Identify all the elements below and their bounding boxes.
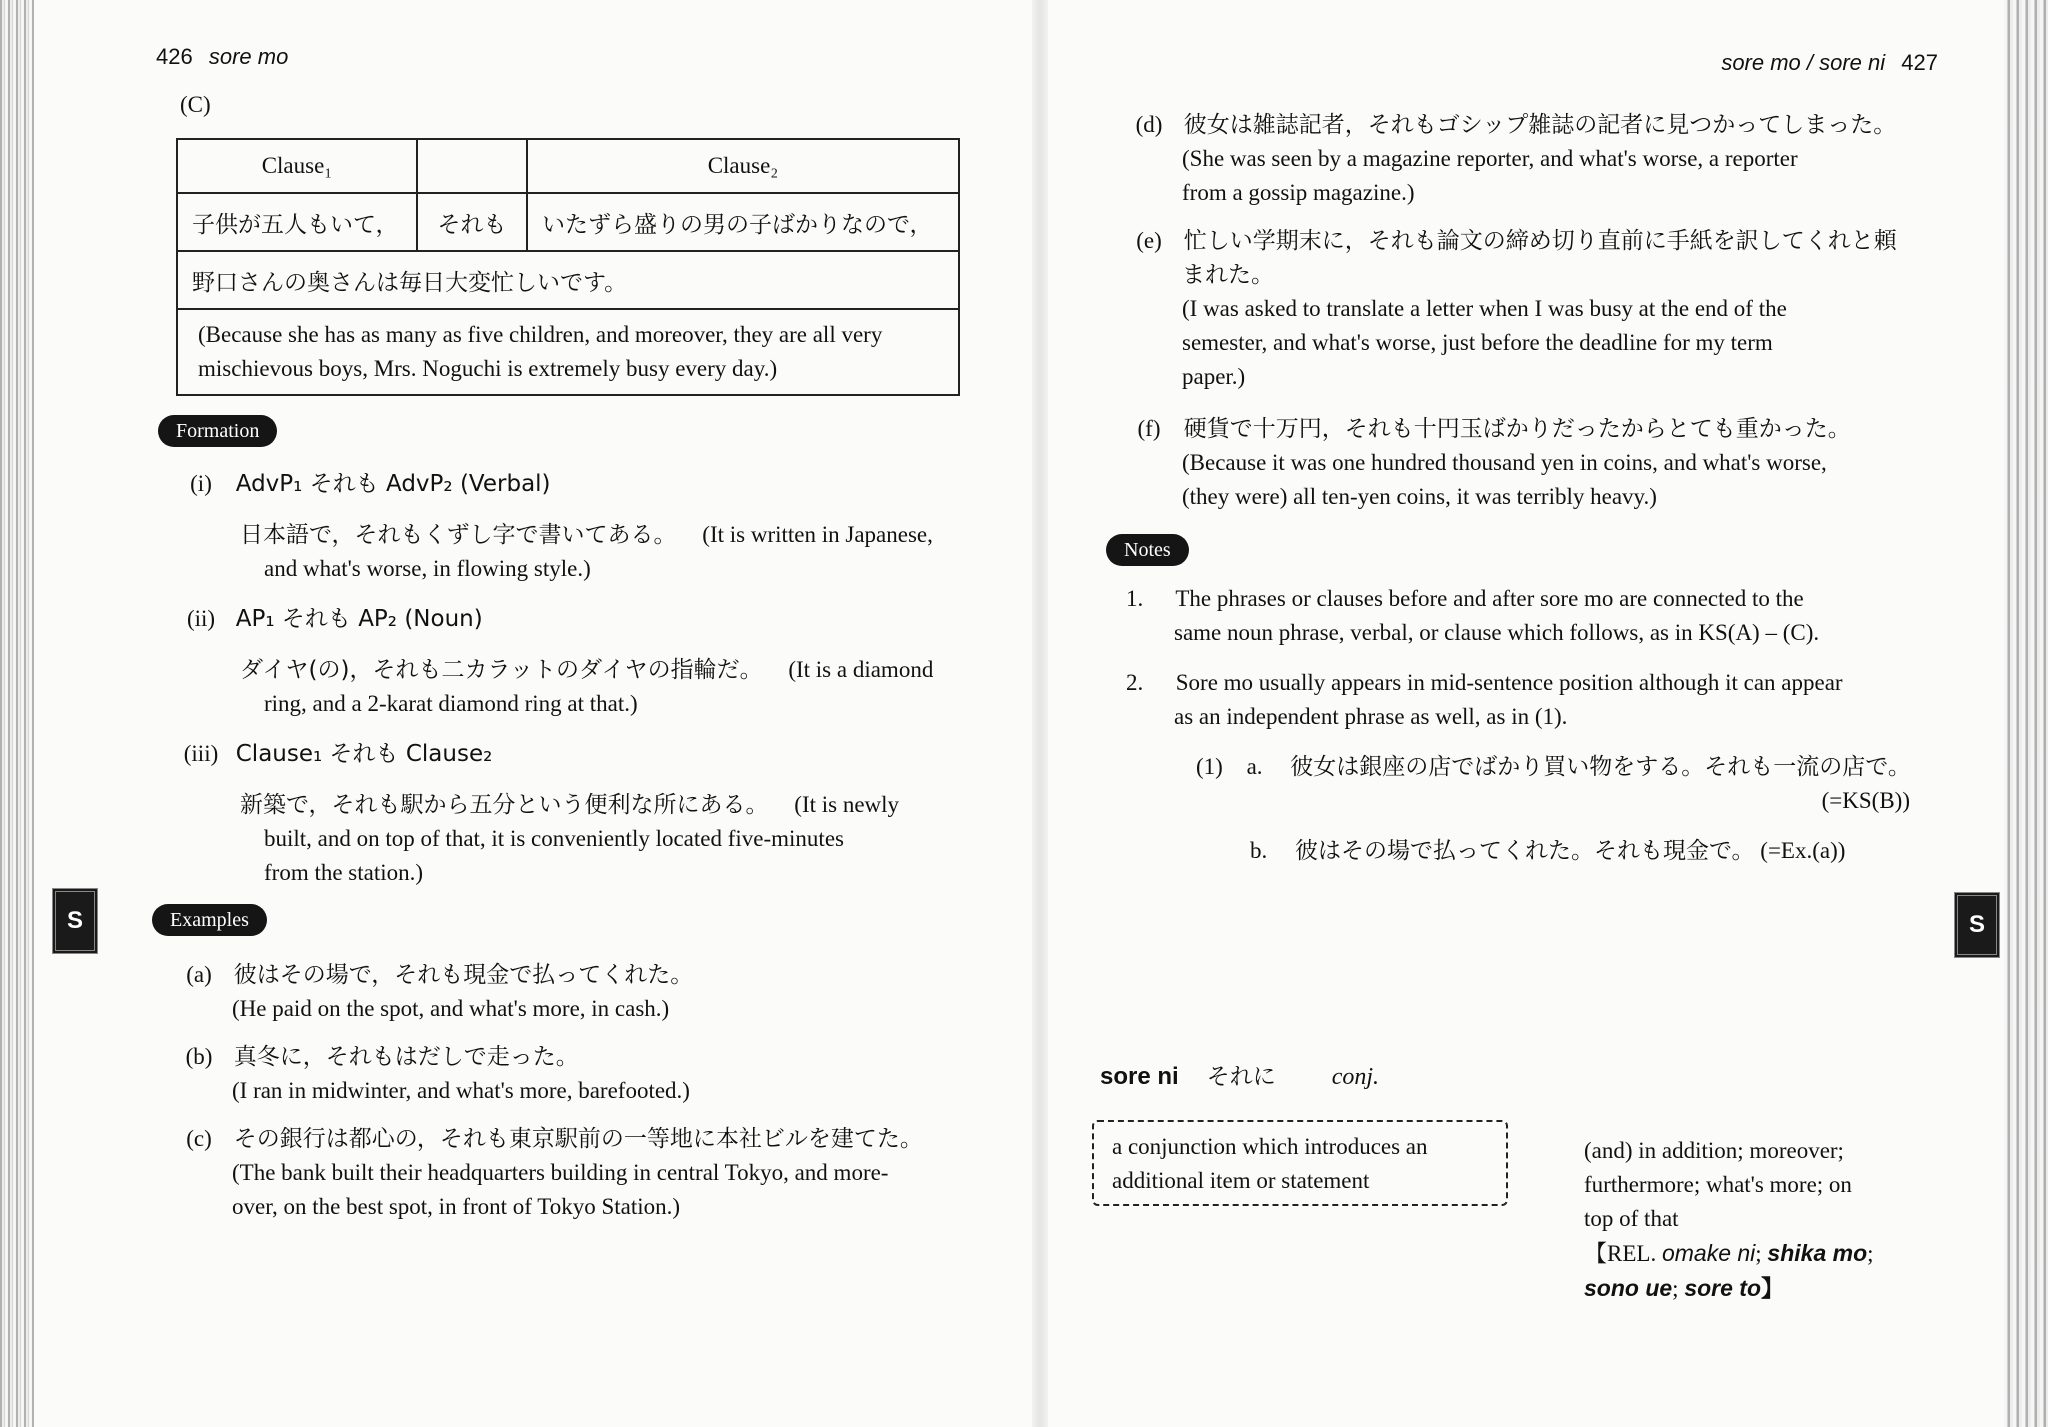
left-header-title: sore mo xyxy=(208,44,289,69)
entry-headword: sore ni xyxy=(1100,1063,1179,1090)
left-thumb-tab: S xyxy=(52,888,98,954)
entry-equivalents: (and) in addition; moreover; furthermore; what's more; on top of that 【REL. omake ni; shika mo; sono ue; sore to】 xyxy=(1584,1134,1914,1306)
note-2: 2. Sore mo usually appears in mid-sentence position although it can appear as an independent phrase as well, as in (1). xyxy=(1126,670,1843,729)
entry-heading xyxy=(1100,1058,1379,1091)
formation-ii: (ii) AP₁ それも AP₂ (Noun) xyxy=(186,606,483,632)
table-header-empty xyxy=(417,139,527,193)
entry-definition-box: a conjunction which introduces an additional item or statement xyxy=(1092,1120,1508,1206)
note-1: 1. The phrases or clauses before and after sore mo are connected to the same noun phrase, verbal, or clause which follows, as in KS(A) – (C). xyxy=(1126,586,1820,645)
examples-heading: Examples xyxy=(152,904,267,936)
example-c: (c) その銀行は都心の，それも東京駅前の一等地に本社ビルを建てた。 (The bank built their headquarters building in central Tokyo, and more- over, on the best spot, in front of Tokyo Station.) xyxy=(186,1126,923,1219)
left-page-number: 426 xyxy=(156,44,193,69)
note-example-1b: b. 彼はその場で払ってくれた。それも現金で。 (=Ex.(a)) xyxy=(1250,838,1846,864)
formation-i: (i) AdvP₁ それも AdvP₂ (Verbal) xyxy=(190,471,551,497)
formation-heading: Formation xyxy=(158,415,277,447)
entry-kana: それに xyxy=(1206,1064,1276,1090)
table-header-clause1: Clause₁ xyxy=(177,139,417,193)
table-header-clause2: Clause₂ xyxy=(527,139,959,193)
right-page-edge xyxy=(2004,0,2048,1427)
example-d: (d) 彼女は雑誌記者，それもゴシップ雑誌の記者に見つかってしまった。 (She was seen by a magazine reporter, and what's worse, a reporter from a gossip magazine.) xyxy=(1135,112,1897,205)
formation-i-example: 日本語で，それもくずし字で書いてある。 (It is written in Japanese, and what's worse, in flowing style.) xyxy=(240,522,933,581)
example-e: (e) 忙しい学期末に，それも論文の締め切り直前に手紙を訳してくれと頼 まれた。 (I was asked to translate a letter when I was busy at the end of the semester, and what's worse, just before the deadline for my term paper.) xyxy=(1136,228,1897,389)
example-f: (f) 硬貨で十万円，それも十円玉ばかりだったからとても重かった。 (Because it was one hundred thousand yen in coins, and what's worse, (they were) all ten-yen coins, it was terribly heavy.) xyxy=(1137,416,1851,509)
formation-ii-example: ダイヤ(の)，それも二カラットのダイヤの指輪だ。 (It is a diamond ring, and a 2-karat diamond ring at that.) xyxy=(240,657,934,716)
ks-label: (C) xyxy=(180,92,211,117)
left-page-edge xyxy=(0,0,34,1427)
right-page-number: 427 xyxy=(1901,50,1938,75)
formation-iii: (iii) Clause₁ それも Clause₂ xyxy=(183,741,493,767)
right-running-header xyxy=(1721,50,1938,76)
entry-pos: conj. xyxy=(1331,1064,1380,1090)
right-thumb-tab: S xyxy=(1954,892,2000,958)
note-example-1a: (1) a. 彼女は銀座の店でばかり買い物をする。それも一流の店で。 (=KS(B)) xyxy=(1196,754,1911,813)
formation-iii-example: 新築で，それも駅から五分という便利な所にある。 (It is newly built, and on top of that, it is conveniently located five-minutes from the station.) xyxy=(240,792,900,885)
key-sentence-table xyxy=(176,138,960,396)
entry-related: 【REL. omake ni; shika mo; xyxy=(1584,1240,1874,1266)
example-b: (b) 真冬に，それもはだしで走った。 (I ran in midwinter, and what's more, barefooted.) xyxy=(185,1044,690,1103)
left-running-header xyxy=(156,44,288,70)
notes-heading: Notes xyxy=(1106,534,1189,566)
table-cell-clause1: 子供が五人もいて， xyxy=(177,193,417,251)
table-cell-soremo: それも xyxy=(417,193,527,251)
right-header-title: sore mo / sore ni xyxy=(1721,50,1886,75)
table-cell-main: 野口さんの奥さんは毎日大変忙しいです。 xyxy=(177,251,959,309)
gutter xyxy=(1032,0,1048,1427)
table-cell-clause2: いたずら盛りの男の子ばかりなので， xyxy=(527,193,959,251)
example-a: (a) 彼はその場で，それも現金で払ってくれた。 (He paid on the spot, and what's more, in cash.) xyxy=(186,962,694,1021)
table-cell-translation: (Because she has as many as five children, and moreover, they are all very mischievous boys, Mrs. Noguchi is extremely busy every day.) xyxy=(177,309,959,395)
